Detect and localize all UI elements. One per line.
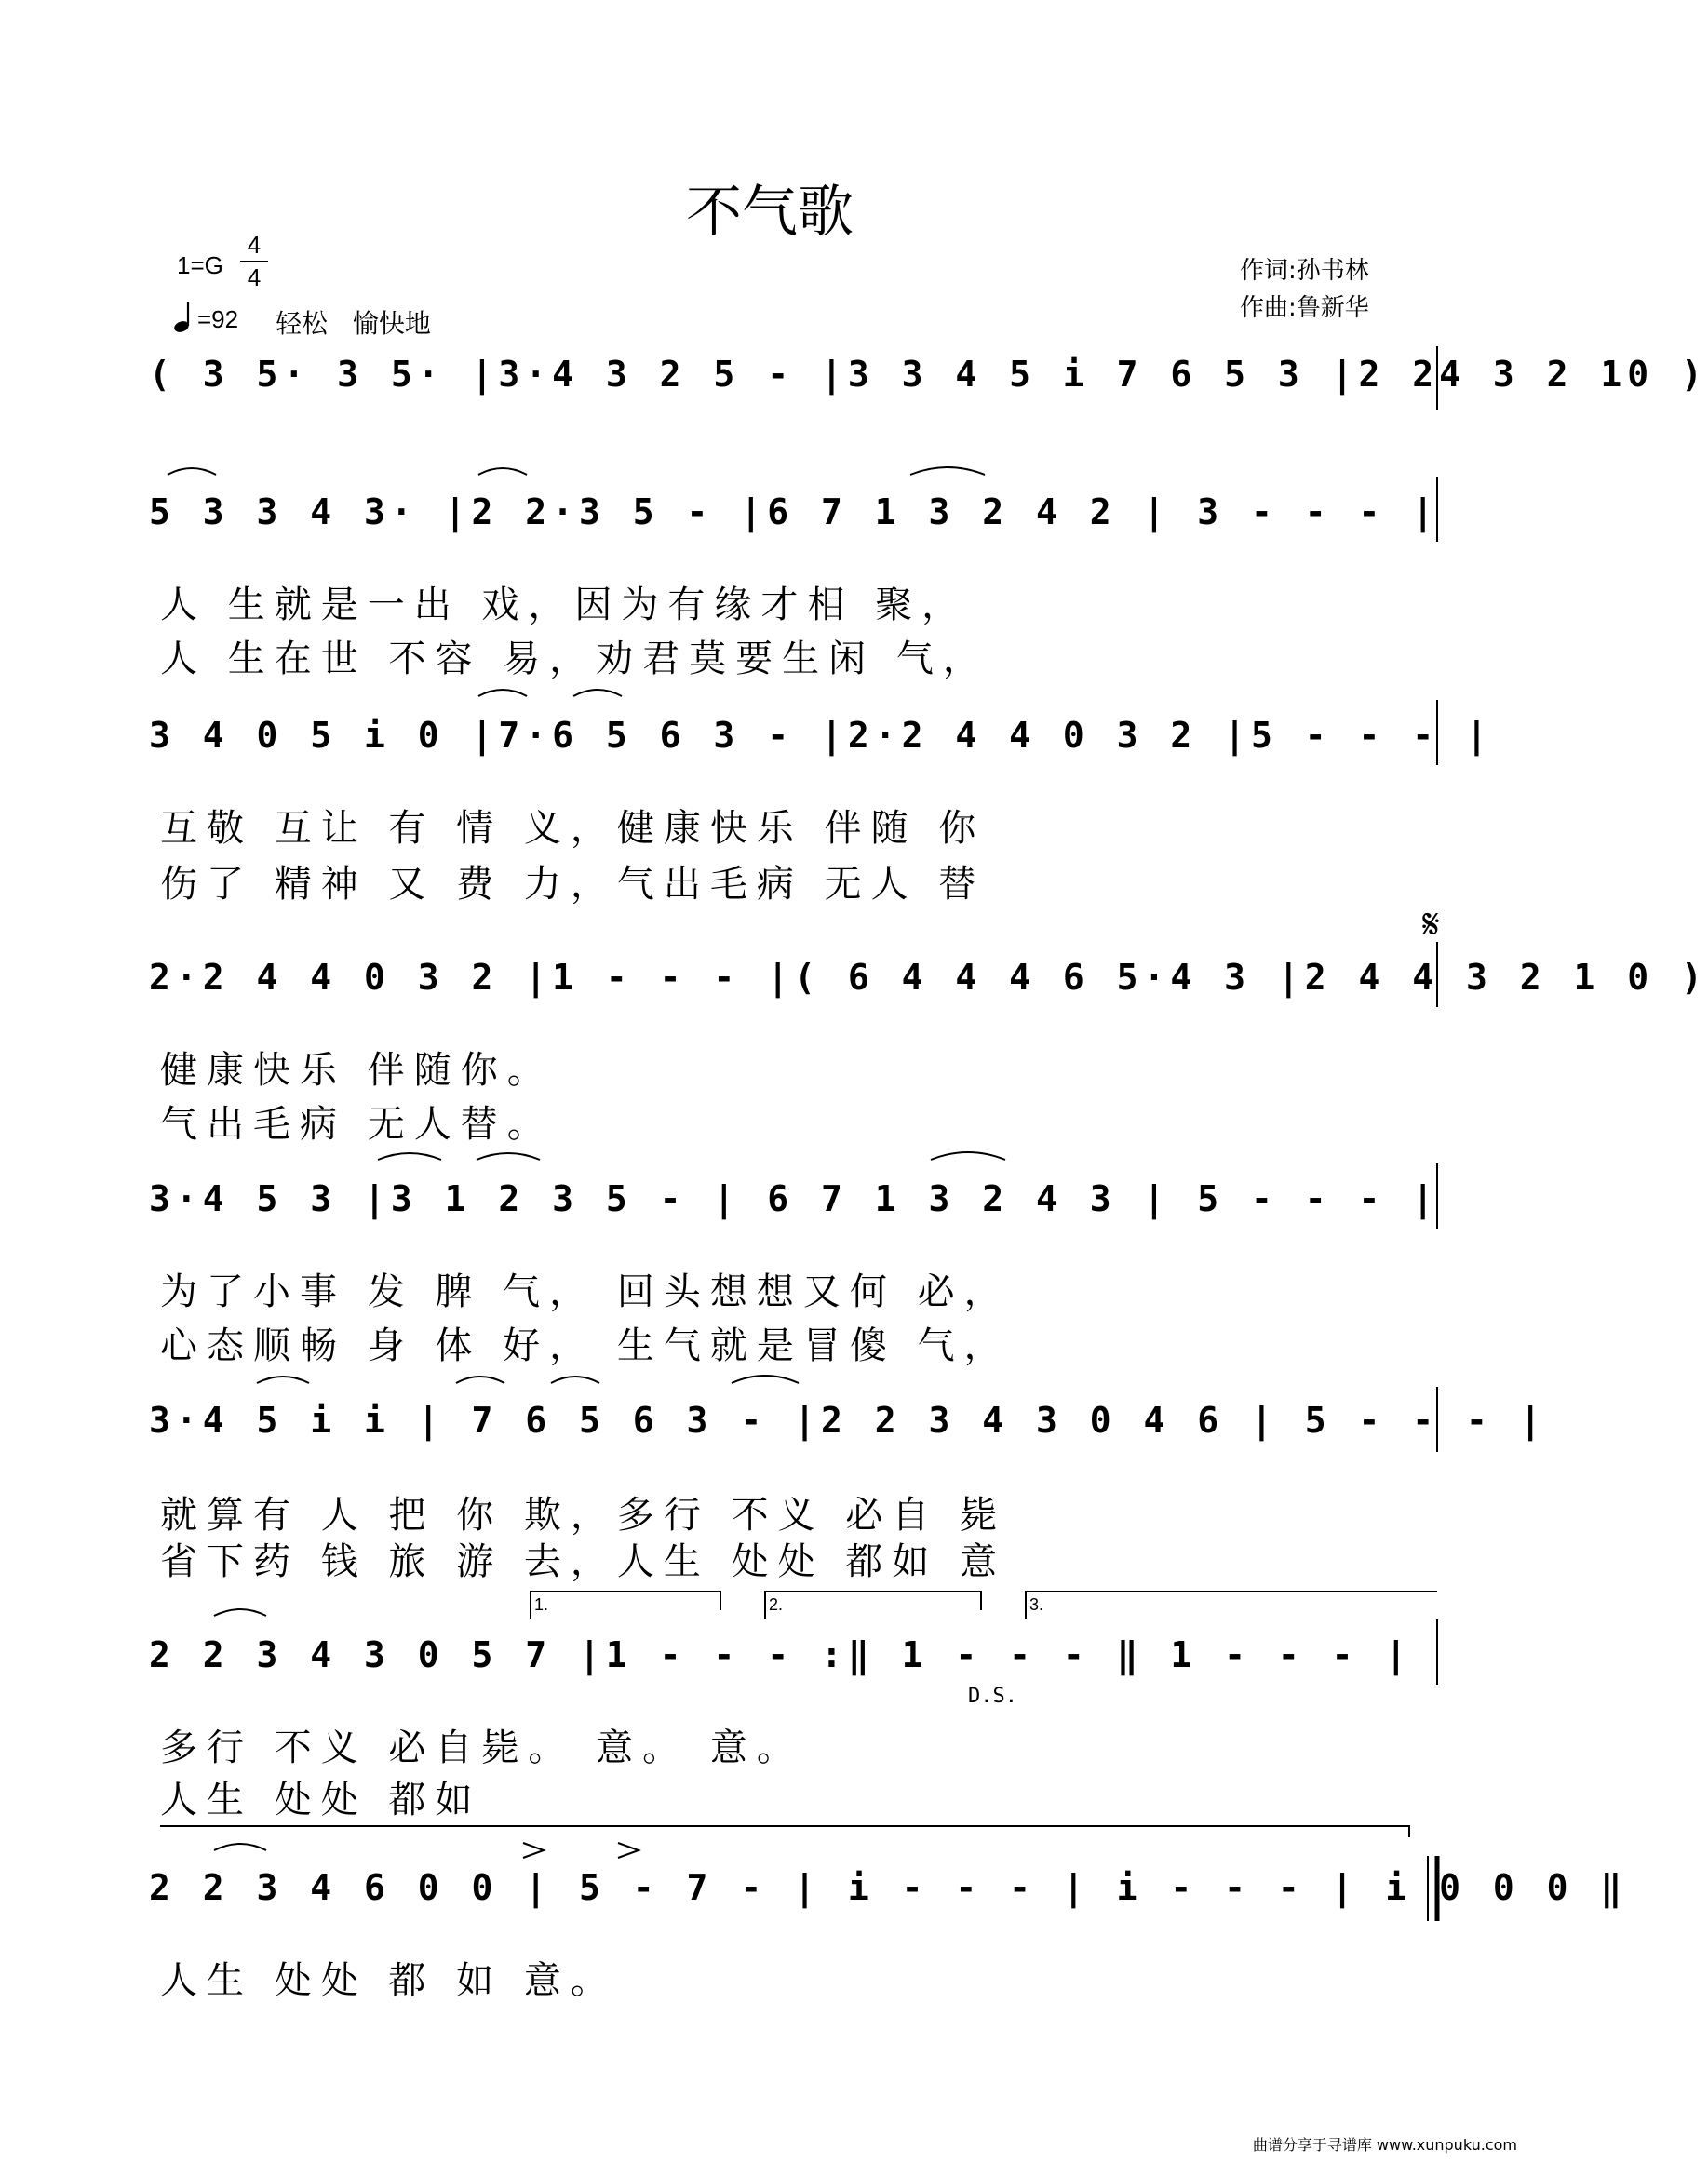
stave-coda-lyric: 人生 处处 都 如 意。 <box>160 1959 617 2002</box>
slur <box>378 1153 441 1160</box>
slur <box>478 690 527 696</box>
accent-mark <box>618 1843 639 1858</box>
stave-4-lyric-verse-2: 心态顺畅 身 体 好， 生气就是冒傻 气， <box>160 1324 1011 1367</box>
stave-4-notes: 3·4 5 3 |3 1 2 3 5 - | 6 7 1 3 2 4 3 | 5 - - - | <box>149 1178 1440 1219</box>
time-signature-bottom: 4 <box>247 263 262 291</box>
stave-2-lyric-verse-1: 互敬 互让 有 情 义，健康快乐 伴随 你 <box>160 807 986 850</box>
stave-intro-notes: ( 3 5· 3 5· |3·4 3 2 5 - |3 3 4 5 i 7 6 5 3 |2 24 3 2 10 ) <box>149 354 1708 395</box>
volta-bracket-2 <box>765 1592 981 1619</box>
stave-4-lyric-verse-1: 为了小事 发 脾 气， 回头想想又何 必， <box>160 1270 1011 1313</box>
slur <box>931 1152 1005 1160</box>
stave-2-notes: 3 4 0 5 i 0 |7·6 5 6 3 - |2·2 4 4 0 3 2 |5 - - - | <box>149 715 1493 756</box>
volta-2-label: 2. <box>769 1595 784 1614</box>
stave-3-lyric-verse-2: 气出毛病 无人替。 <box>160 1103 554 1146</box>
stave-5-lyric-verse-2: 省下药 钱 旅 游 去，人生 处处 都如 意 <box>160 1540 1007 1583</box>
stave-1-lyric-verse-2: 人 生在世 不容 易，劝君莫要生闲 气， <box>160 638 989 680</box>
song-title: 不气歌 <box>686 180 854 245</box>
stave-1-lyric-verse-1: 人 生就是一出 戏，因为有缘才相 聚， <box>160 584 969 626</box>
slur <box>257 1377 309 1383</box>
time-signature-top: 4 <box>247 231 262 259</box>
slur <box>456 1377 504 1383</box>
coda-line <box>160 1826 1409 1837</box>
stave-2-lyric-verse-2: 伤了 精神 又 费 力，气出毛病 无人 替 <box>160 863 986 906</box>
stave-5-notes: 3·4 5 i i | 7 6 5 6 3 - |2 2 3 4 3 0 4 6 | 5 - - - | <box>149 1400 1547 1441</box>
volta-1-label: 1. <box>534 1595 549 1614</box>
accent-mark <box>523 1843 544 1858</box>
stave-6-lyric-verse-2: 人生 处处 都如 <box>160 1779 482 1821</box>
dal-segno-marking: D.S. <box>968 1685 1017 1708</box>
expression-marking: 轻松 愉快地 <box>276 308 431 339</box>
slur <box>573 690 622 696</box>
stave-3-lyric-verse-1: 健康快乐 伴随你。 <box>160 1049 554 1092</box>
volta-3-label: 3. <box>1029 1595 1044 1614</box>
slur <box>477 1153 540 1160</box>
stave-6-lyric-verse-1: 多行 不义 必自毙。 意。 意。 <box>160 1727 803 1769</box>
lyricist-credit: 作词:孙书林 <box>1240 257 1369 285</box>
slur <box>168 468 216 475</box>
volta-bracket-1 <box>531 1592 720 1619</box>
composer-credit: 作曲:鲁新华 <box>1240 294 1369 322</box>
stave-coda-notes: 2 2 3 4 6 0 0 | 5 - 7 - | i - - - | i - - - | i 0 0 0 ‖ <box>149 1867 1628 1908</box>
segno-sign: 𝄋 <box>1422 901 1440 948</box>
slur <box>910 467 985 475</box>
volta-bracket-3 <box>1026 1592 1437 1619</box>
slur <box>732 1376 799 1383</box>
stave-1-notes: 5 3 3 4 3· |2 2·3 5 - |6 7 1 3 2 4 2 | 3 - - - | <box>149 491 1440 532</box>
key-signature: 1=G <box>177 251 223 279</box>
slur <box>214 1844 266 1850</box>
footer-watermark: 曲谱分享于寻谱库 www.xunpuku.com <box>1252 2136 1517 2154</box>
slur <box>551 1377 599 1383</box>
slur <box>478 468 527 475</box>
slur <box>214 1609 266 1616</box>
stave-6-notes: 2 2 3 4 3 0 5 7 |1 - - - :‖ 1 - - - ‖ 1 - - - | <box>149 1634 1413 1675</box>
tempo-marking: =92 <box>197 305 239 333</box>
stave-3-notes: 2·2 4 4 0 3 2 |1 - - - |( 6 4 4 4 6 5·4 3 |2 4 4 3 2 1 0 ) <box>149 957 1708 998</box>
stave-5-lyric-verse-1: 就算有 人 把 你 欺，多行 不义 必自 毙 <box>160 1494 1007 1537</box>
